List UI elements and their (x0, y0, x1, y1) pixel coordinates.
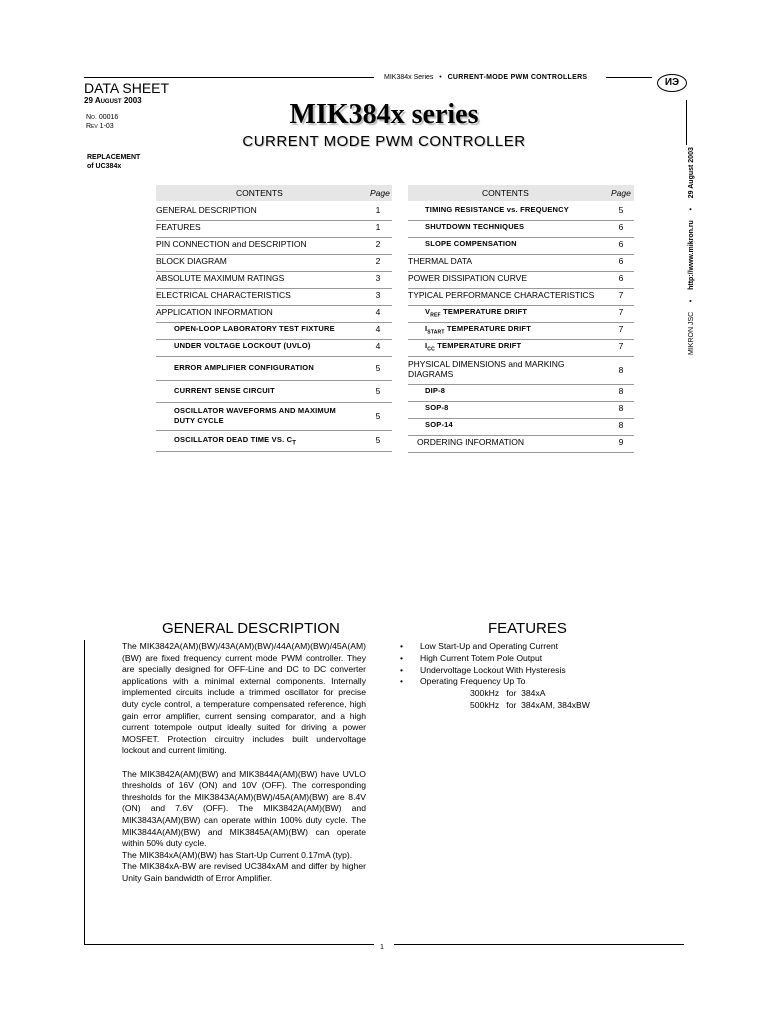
toc-row[interactable]: $I_{START}$ TEMPERATURE DRIFT 7 (408, 324, 634, 340)
toc-row[interactable]: SHUTDOWN TECHNIQUES 6 (408, 222, 634, 238)
toc-row[interactable]: ERROR AMPLIFIER CONFIGURATION 5 (156, 358, 392, 381)
top-rule-right (606, 77, 652, 78)
toc-row[interactable]: POWER DISSIPATION CURVE 6 (408, 273, 634, 289)
bullet-separator: • (439, 74, 442, 81)
page-number: 1 (380, 944, 384, 951)
page-heading: Page (611, 188, 631, 198)
toc-row[interactable]: ABSOLUTE MAXIMUM RATINGS 3 (156, 273, 392, 289)
toc-row[interactable]: OPEN-LOOP LABORATORY TEST FIXTURE 4 (156, 324, 392, 340)
paragraph: The MIK384xA(AM)(BW) has Start-Up Current 0.17mA (typ). (122, 849, 353, 860)
features-list (400, 641, 640, 713)
toc-row[interactable]: TYPICAL PERFORMANCE CHARACTERISTICS 7 (408, 290, 634, 306)
toc-row[interactable]: SOP-14 8 (408, 420, 634, 436)
toc-row[interactable]: OSCILLATOR WAVEFORMS AND MAXIMUM DUTY CYCLE 5 (156, 404, 392, 431)
general-description-body (122, 641, 366, 884)
contents-header (156, 185, 392, 201)
paragraph: The MIK384xA-BW are revised UC384xAM and differ by higher Unity Gain bandwidth of Error Amplifier. (122, 861, 366, 883)
frequency-line: 300kHz for 384xA (470, 688, 546, 699)
replacement-label: REPLACEMENT (87, 154, 141, 161)
doc-revision: Rev 1-03 (86, 123, 114, 130)
side-url[interactable]: http://www.mikron.ru (688, 220, 695, 290)
left-frame-line (84, 640, 85, 945)
replacement-of: of UC384x (87, 163, 122, 170)
toc-row[interactable]: $V_{REF}$ TEMPERATURE DRIFT 7 (408, 307, 634, 323)
features-heading: FEATURES (488, 620, 567, 637)
paragraph: The MIK3842A(AM)(BW) and MIK3844A(AM)(BW) have UVLO thresholds of 16V (ON) and 10V (OFF). The corresponding thresholds for the MIK3843A(AM)(BW)/45A(AM)(BW) are 8.4V (ON) and 7.6V (OFF). The MIK3842A(AM)(BW) and MIK3843A(AM)(BW) can operate within 100% duty cycle. The MIK3844A(AM)(BW) and MIK3845A(AM)(BW) can operate within 50% duty cycle. (122, 768, 366, 849)
general-description-heading: GENERAL DESCRIPTION (162, 620, 340, 637)
side-bullet: • (688, 207, 695, 211)
category-ref: CURRENT-MODE PWM CONTROLLERS (447, 74, 588, 81)
side-bullet: • (688, 299, 695, 303)
contents-header (408, 185, 634, 201)
paragraph: The MIK3842A(AM)(BW)/43A(AM)(BW)/44A(AM)(BW)/45A(AM)(BW) are fixed frequency current mode PWM controller. They are specially designed for OFF-Line and DC to DC converter applications with a minimal external components. Internally implemented circuits include a trimmed oscillator for precise duty cycle control, a temperature compensated reference, high gain error amplifier, current sensing comparator, and a high current totempole output ideally suited for driving a power MOSFET. Protection circuitry includes built undervoltage lockout and current limiting. (122, 641, 366, 756)
doc-date: 29 August 2003 (84, 96, 142, 105)
top-rule-left (84, 77, 374, 78)
toc-row[interactable]: CURRENT SENSE CIRCUIT 5 (156, 382, 392, 403)
page-subtitle: CURRENT MODE PWM CONTROLLER (242, 133, 526, 150)
toc-row[interactable]: DIP-8 8 (408, 386, 634, 402)
toc-row[interactable]: PIN CONNECTION and DESCRIPTION 2 (156, 239, 392, 255)
side-margin-text (688, 147, 695, 355)
toc-row[interactable]: PHYSICAL DIMENSIONS and MARKING DIAGRAMS 8 (408, 358, 634, 385)
mikron-logo: ИЭ (657, 74, 687, 92)
toc-row[interactable]: OSCILLATOR DEAD TIME VS. $C_T$ 5 (156, 432, 392, 452)
toc-row[interactable]: SLOPE COMPENSATION 6 (408, 239, 634, 255)
side-company: MIKRON JSC (688, 311, 695, 355)
doc-number: No. 00016 (86, 114, 119, 121)
series-ref: MIK384x Series (384, 74, 434, 81)
toc-row[interactable]: ORDERING INFORMATION 9 (408, 437, 634, 453)
header-running-title (384, 74, 587, 81)
toc-row[interactable]: BLOCK DIAGRAM 2 (156, 256, 392, 272)
side-date: 29 August 2003 (688, 147, 695, 199)
toc-row[interactable]: APPLICATION INFORMATION 4 (156, 307, 392, 323)
bottom-frame-line-right (394, 944, 684, 945)
toc-row[interactable]: TIMING RESISTANCE vs. FREQUENCY 5 (408, 205, 634, 221)
feature-item: • Undervoltage Lockout With Hysteresis (400, 664, 566, 675)
replacement-note (87, 153, 140, 171)
feature-item: • Low Start-Up and Operating Current (400, 641, 559, 651)
toc-row[interactable]: ELECTRICAL CHARACTERISTICS 3 (156, 290, 392, 306)
toc-row[interactable]: GENERAL DESCRIPTION 1 (156, 205, 392, 221)
toc-row[interactable]: THERMAL DATA 6 (408, 256, 634, 272)
toc-row[interactable]: $I_{CC}$ TEMPERATURE DRIFT 7 (408, 341, 634, 357)
contents-heading: CONTENTS (236, 188, 283, 198)
page-heading: Page (370, 188, 390, 198)
frequency-line: 500kHz for 384xAM, 384xBW (470, 700, 590, 710)
page-title: MIK384x series (289, 99, 479, 130)
feature-item: • Operating Frequency Up To (400, 676, 526, 687)
doc-type: DATA SHEET (84, 80, 170, 96)
toc-row[interactable]: FEATURES 1 (156, 222, 392, 238)
toc-row[interactable]: SOP-8 8 (408, 403, 634, 419)
contents-heading: CONTENTS (482, 188, 529, 198)
feature-item: • High Current Totem Pole Output (400, 652, 543, 663)
bottom-frame-line (84, 944, 374, 945)
toc-row[interactable]: UNDER VOLTAGE LOCKOUT (UVLO) 4 (156, 341, 392, 357)
